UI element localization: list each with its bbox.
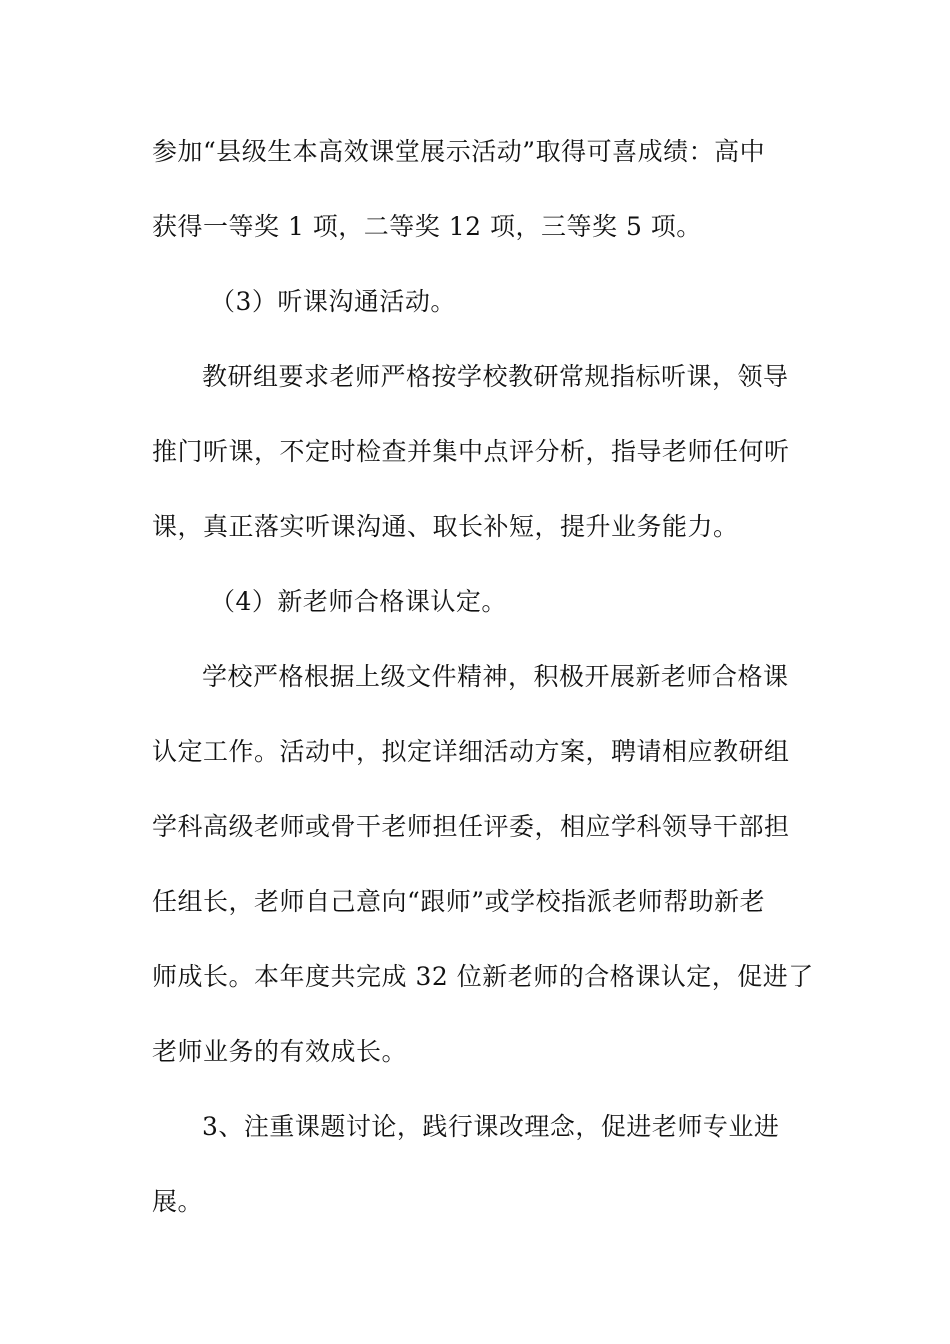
section-heading-3: 3、注重课题讨论，践行课改理念，促进老师专业进 [202, 1112, 780, 1141]
text-line-15: 展。 [152, 1187, 204, 1216]
text-line-2: 获得一等奖 1 项，二等奖 12 项，三等奖 5 项。 [152, 212, 702, 241]
text-line-6: 课，真正落实听课沟通、取长补短，提升业务能力。 [152, 512, 739, 541]
text-line-4: 教研组要求老师严格按学校教研常规指标听课，领导 [202, 362, 789, 391]
text-line-1: 参加“县级生本高效课堂展示活动”取得可喜成绩：高中 [152, 137, 766, 166]
text-line-10: 学科高级老师或骨干老师担任评委，相应学科领导干部担 [152, 812, 790, 841]
text-line-12: 师成长。本年度共完成 32 位新老师的合格课认定，促进了 [152, 962, 814, 991]
text-line-11: 任组长，老师自己意向“跟师”或学校指派老师帮助新老 [152, 887, 766, 916]
text-line-9: 认定工作。活动中，拟定详细活动方案，聘请相应教研组 [152, 737, 790, 766]
heading-item-3: （3）听课沟通活动。 [210, 287, 456, 316]
heading-item-4: （4）新老师合格课认定。 [210, 587, 507, 616]
text-line-13: 老师业务的有效成长。 [152, 1037, 408, 1066]
text-line-8: 学校严格根据上级文件精神，积极开展新老师合格课 [202, 662, 789, 691]
text-line-5: 推门听课，不定时检查并集中点评分析，指导老师任何听 [152, 437, 790, 466]
